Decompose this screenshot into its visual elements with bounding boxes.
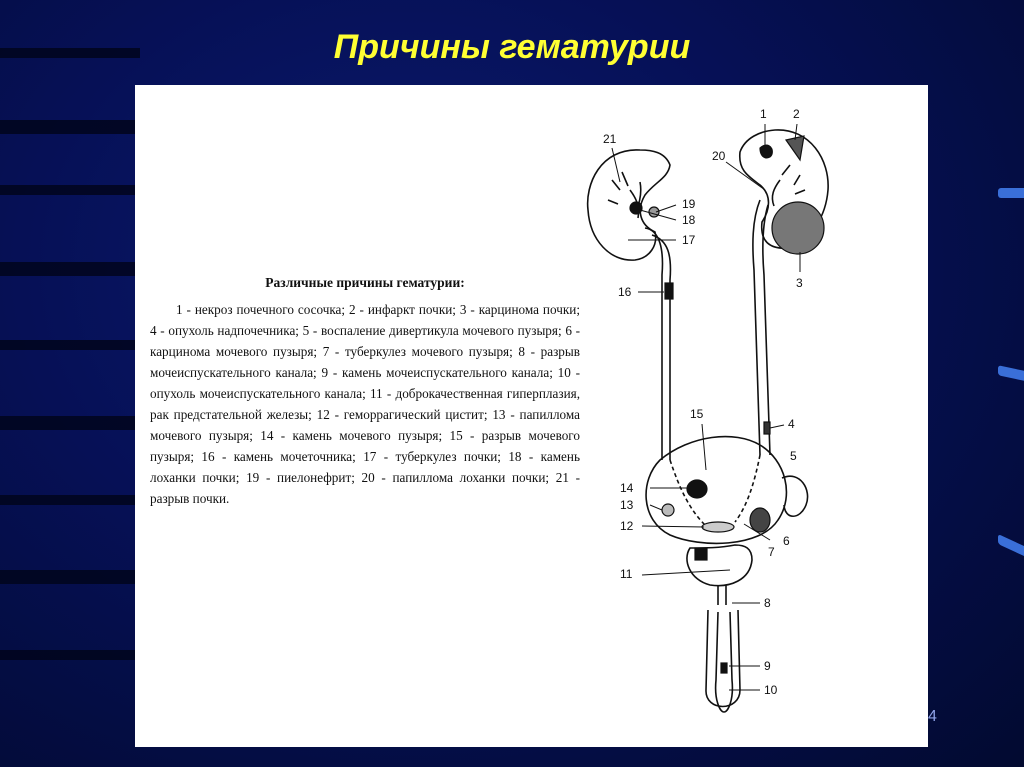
lesion-papillary-necrosis — [760, 145, 772, 158]
label-12: 12 — [620, 519, 634, 533]
label-17: 17 — [682, 233, 696, 247]
label-19: 19 — [682, 197, 696, 211]
lesion-carcinoma — [772, 202, 824, 254]
lesion-cystitis — [702, 522, 734, 532]
label-3: 3 — [796, 276, 803, 290]
label-11: 11 — [620, 567, 633, 581]
caption-body: 1 - некроз почечного сосочка; 2 - инфаркт почки; 3 - карцинома почки; 4 - опухоль надпочечника; 5 - воспаление дивертикула мочевого пузыря; 6 - карцинома мочевого пузыря; 7 - туберкулез мочевого пузыря; 8 - разрыв мочеиспускательного канала; 9 - камень мочеиспускательного канала; 10 - опухоль мочеиспускательного канала; 11 - доброкачественная гиперплазия, рак предстательной железы; 12 - геморрагический цистит; 13 - папиллома мочевого пузыря; 14 - камень мочевого пузыря; 15 - разрыв мочевого пузыря; 16 - камень мочеточника; 17 - туберкулез почки; 18 - камень лоханки почки; 19 - пиелонефрит; 20 - папиллома лоханки почки; 21 - разрыв почки. — [150, 302, 580, 506]
label-2: 2 — [793, 107, 800, 121]
left-kidney — [588, 150, 670, 260]
urethra — [716, 585, 733, 712]
left-ureter — [645, 228, 670, 460]
right-kidney-calyces — [772, 165, 805, 206]
right-ureter — [753, 200, 770, 455]
caption-heading: Различные причины гематурии: — [265, 275, 465, 290]
lesion-papilloma — [662, 504, 674, 516]
slide-number: 4 — [928, 708, 937, 725]
label-1: 1 — [760, 107, 767, 121]
lesion-bladder-stone — [687, 480, 707, 498]
label-16: 16 — [618, 285, 632, 299]
label-9: 9 — [764, 659, 771, 673]
label-14: 14 — [620, 481, 634, 495]
label-6: 6 — [783, 534, 790, 548]
label-20: 20 — [712, 149, 726, 163]
lesion-prostate — [695, 548, 707, 560]
label-7: 7 — [768, 545, 775, 559]
slide-title: Причины гематурии — [333, 28, 691, 66]
label-8: 8 — [764, 596, 771, 610]
lesion-ureter-stone — [665, 283, 673, 299]
label-21: 21 — [603, 132, 617, 146]
lesion-adrenal-tumor — [764, 422, 770, 434]
label-5: 5 — [790, 449, 797, 463]
lesion-urethral-stone — [721, 663, 727, 673]
penis-outline — [706, 610, 740, 707]
label-4: 4 — [788, 417, 795, 431]
lesion-bladder-carcinoma — [750, 508, 770, 532]
label-18: 18 — [682, 213, 696, 227]
bladder-inner — [670, 455, 760, 525]
label-10: 10 — [764, 683, 778, 697]
label-13: 13 — [620, 498, 634, 512]
lesion-kidney-stone — [630, 202, 642, 214]
label-15: 15 — [690, 407, 704, 421]
